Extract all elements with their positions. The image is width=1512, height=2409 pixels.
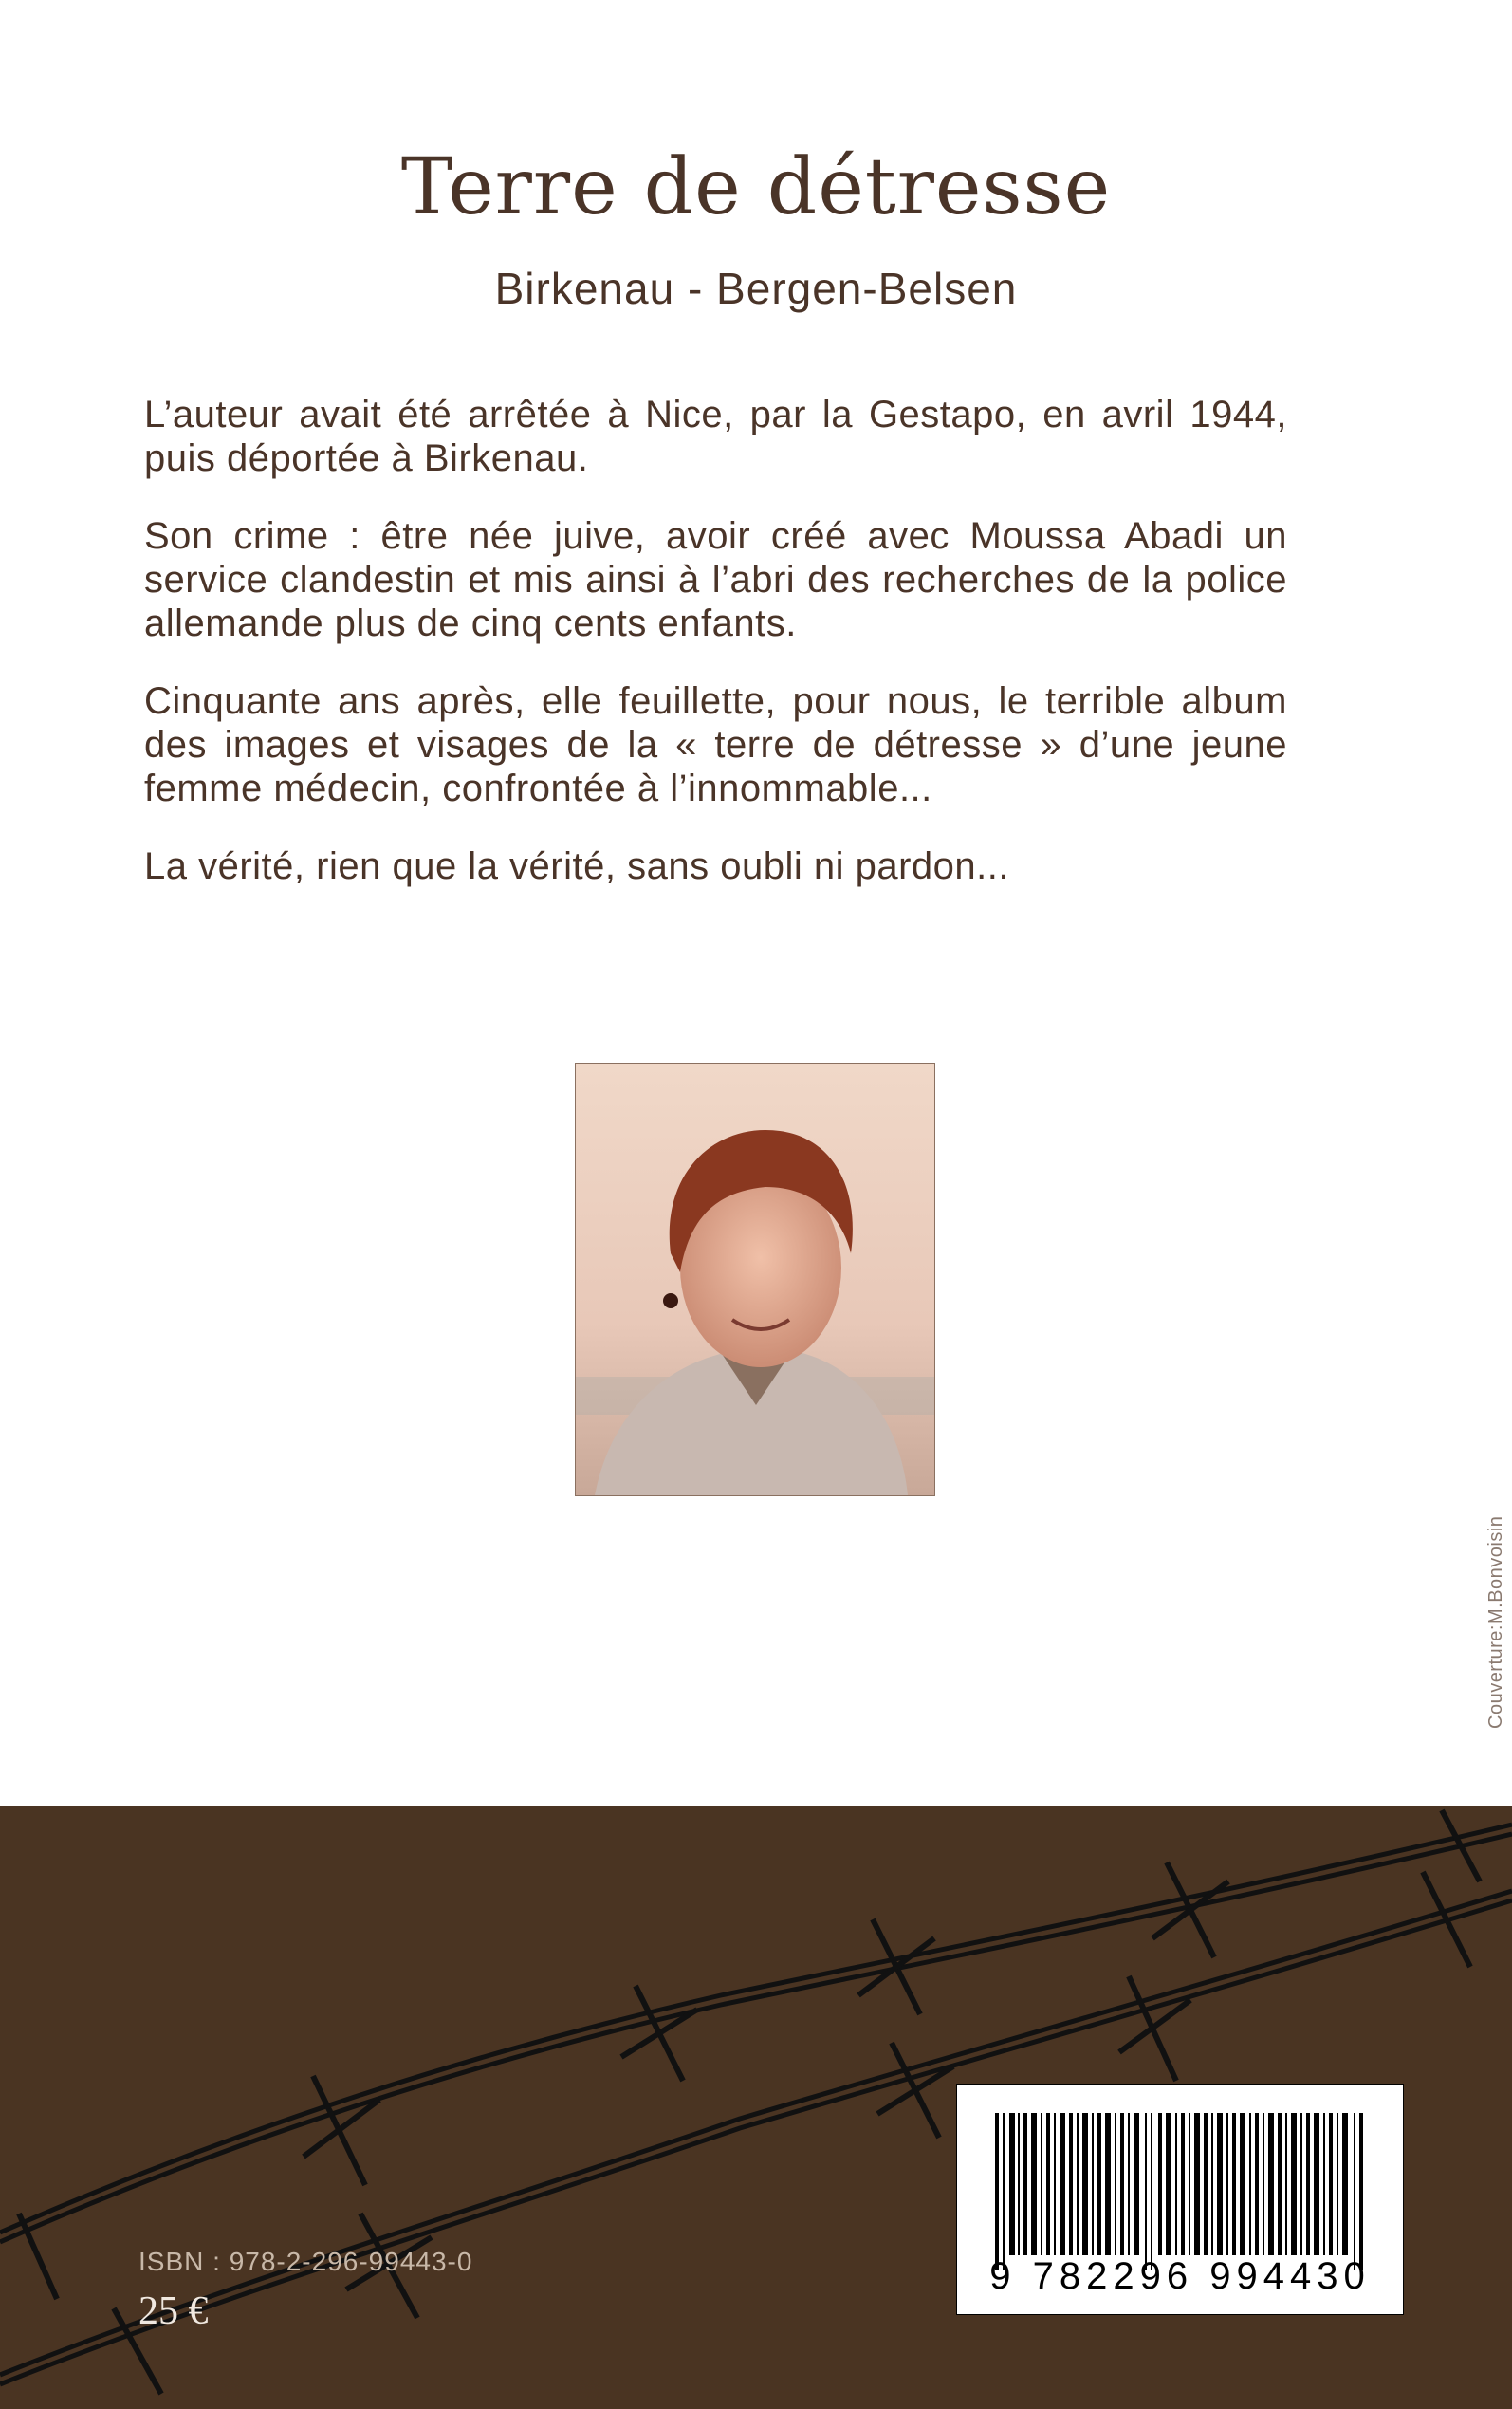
blurb-paragraph: La vérité, rien que la vérité, sans oubli ni pardon... [144,845,1009,887]
isbn: ISBN : 978-2-296-99443-0 [138,2247,473,2276]
price: 25 € [138,2289,209,2333]
barcode [956,2084,1404,2315]
author-photo [575,1063,935,1496]
blurb-paragraph: L’auteur avait été arrêtée à Nice, par la Gestapo, en avril 1944, puis déportée à Birkenau. [144,394,1287,479]
blurb [144,393,1287,922]
blurb-paragraph: Cinquante ans après, elle feuillette, pour nous, le terrible album des images et visages de la « terre de détresse » d’une jeune femme médecin, confrontée à l’innommable... [144,680,1287,809]
barcode-number: 9 782296 994430 [989,2255,1371,2297]
book-subtitle: Birkenau - Bergen-Belsen [494,264,1018,313]
book-title: Terre de détresse [400,142,1112,232]
cover-credit: Couverture:M.Bonvoisin [1485,1515,1506,1729]
blurb-paragraph: Son crime : être née juive, avoir créé avec Moussa Abadi un service clandestin et mis ainsi à l’abri des recherches de la police allemande plus de cinq cents enfants. [144,515,1287,644]
author-portrait [576,1064,934,1495]
